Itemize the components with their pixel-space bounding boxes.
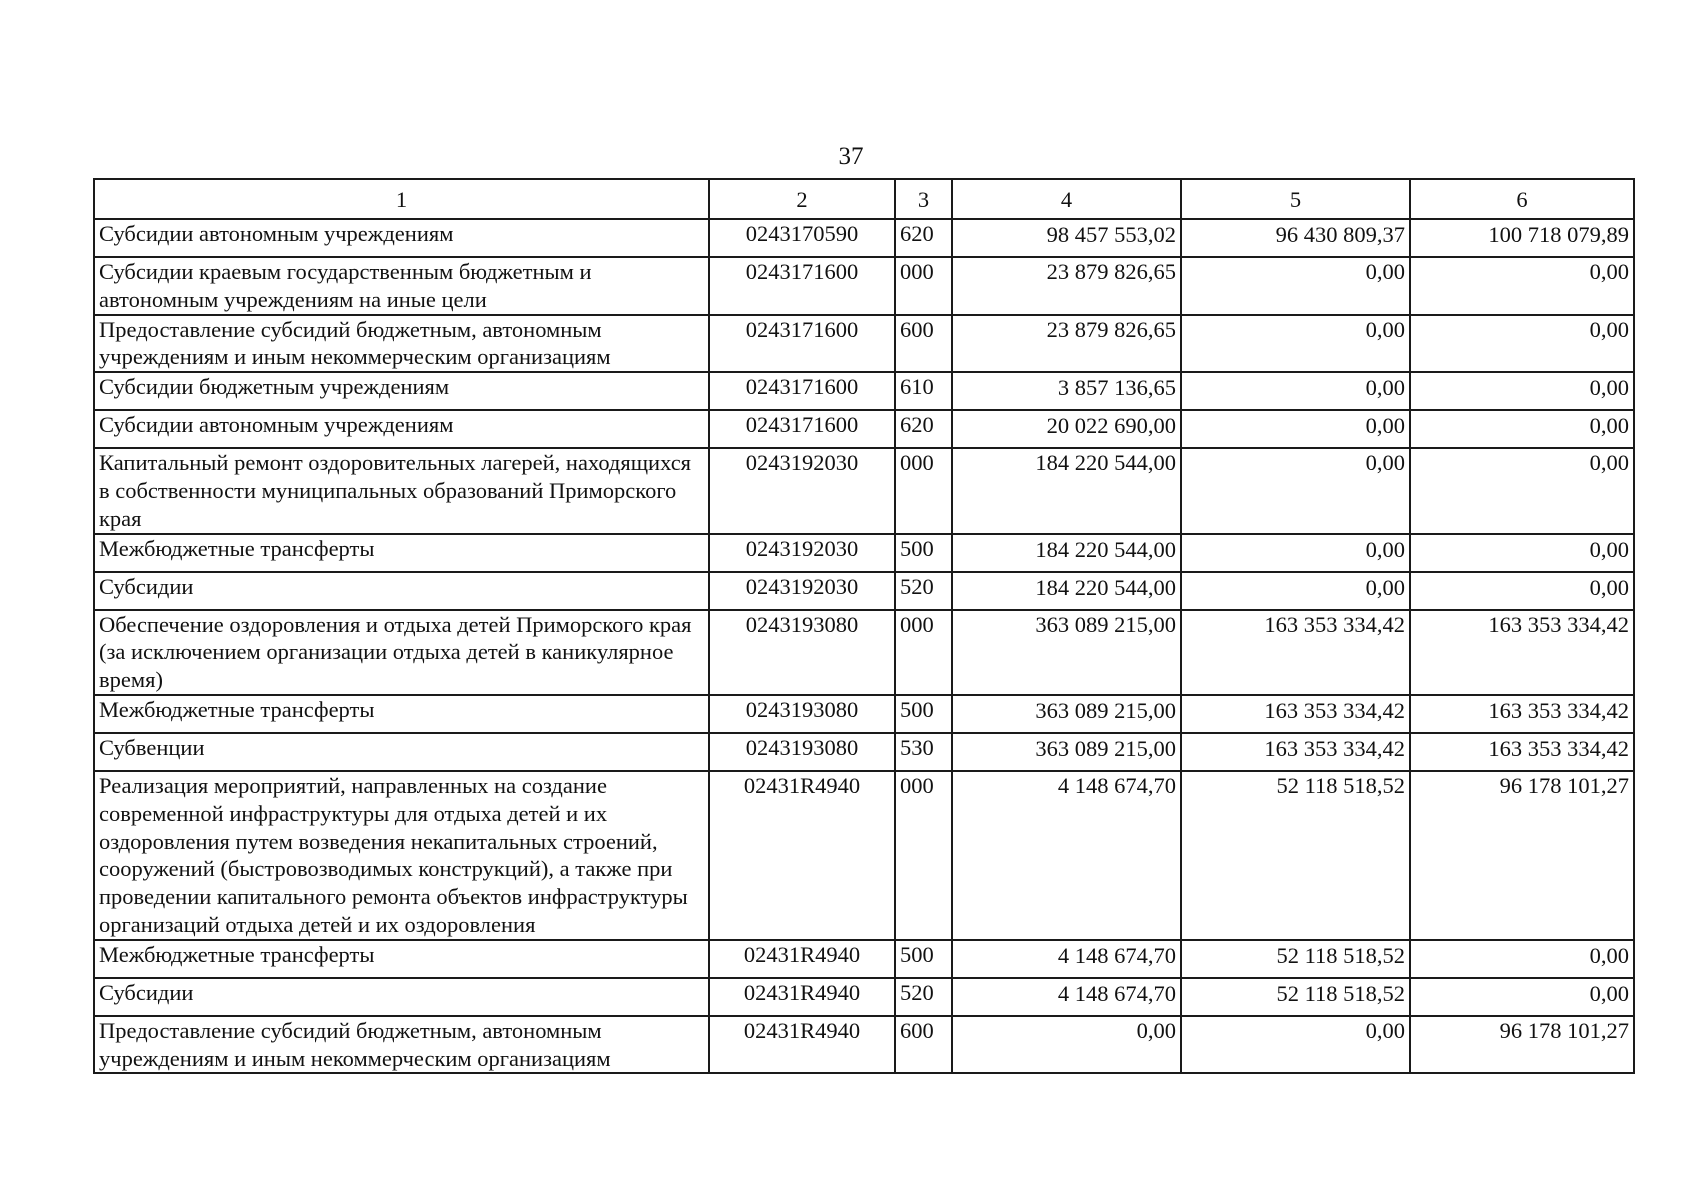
row-amount-4: 4 148 674,70	[952, 978, 1181, 1016]
row-code: 02431R4940	[709, 771, 895, 940]
row-kind: 520	[895, 978, 952, 1016]
column-header-amount-6: 6	[1410, 179, 1634, 219]
row-code: 0243193080	[709, 733, 895, 771]
row-amount-6: 0,00	[1410, 534, 1634, 572]
row-code: 0243192030	[709, 572, 895, 610]
row-kind: 500	[895, 940, 952, 978]
table-header-row	[94, 179, 1634, 219]
row-amount-4: 0,00	[952, 1016, 1181, 1074]
row-amount-6: 96 178 101,27	[1410, 1016, 1634, 1074]
row-name: Обеспечение оздоровления и отдыха детей Приморского края (за исключением организации отдыха детей в каникулярное время)	[94, 610, 709, 695]
row-code: 0243171600	[709, 372, 895, 410]
row-amount-5: 52 118 518,52	[1181, 940, 1410, 978]
row-amount-4: 363 089 215,00	[952, 610, 1181, 695]
table-row	[94, 534, 1634, 572]
row-kind: 530	[895, 733, 952, 771]
row-kind: 620	[895, 410, 952, 448]
row-kind: 000	[895, 610, 952, 695]
row-name: Предоставление субсидий бюджетным, автономным учреждениям и иным некоммерческим организациям	[94, 1016, 709, 1074]
row-amount-4: 363 089 215,00	[952, 733, 1181, 771]
table-row	[94, 410, 1634, 448]
row-name: Субсидии	[94, 572, 709, 610]
row-amount-4: 20 022 690,00	[952, 410, 1181, 448]
row-kind: 620	[895, 219, 952, 257]
row-code: 0243171600	[709, 315, 895, 373]
column-header-amount-4: 4	[952, 179, 1181, 219]
row-amount-6: 0,00	[1410, 257, 1634, 315]
row-kind: 000	[895, 448, 952, 533]
row-name: Межбюджетные трансферты	[94, 940, 709, 978]
table-row	[94, 610, 1634, 695]
row-amount-4: 23 879 826,65	[952, 315, 1181, 373]
row-amount-6: 100 718 079,89	[1410, 219, 1634, 257]
row-amount-4: 184 220 544,00	[952, 572, 1181, 610]
row-amount-5: 0,00	[1181, 572, 1410, 610]
row-code: 0243170590	[709, 219, 895, 257]
row-amount-5: 52 118 518,52	[1181, 978, 1410, 1016]
row-name: Субсидии	[94, 978, 709, 1016]
row-name: Межбюджетные трансферты	[94, 695, 709, 733]
row-name: Межбюджетные трансферты	[94, 534, 709, 572]
row-code: 0243193080	[709, 695, 895, 733]
row-amount-6: 163 353 334,42	[1410, 610, 1634, 695]
row-amount-6: 0,00	[1410, 448, 1634, 533]
table-row	[94, 978, 1634, 1016]
row-name: Субсидии автономным учреждениям	[94, 219, 709, 257]
row-amount-5: 96 430 809,37	[1181, 219, 1410, 257]
row-amount-5: 0,00	[1181, 257, 1410, 315]
row-amount-6: 0,00	[1410, 572, 1634, 610]
table-row	[94, 695, 1634, 733]
row-kind: 500	[895, 695, 952, 733]
row-amount-4: 4 148 674,70	[952, 940, 1181, 978]
row-code: 0243192030	[709, 448, 895, 533]
row-code: 0243171600	[709, 257, 895, 315]
row-amount-5: 0,00	[1181, 448, 1410, 533]
budget-table	[93, 178, 1635, 1074]
row-kind: 520	[895, 572, 952, 610]
table-row	[94, 257, 1634, 315]
table-row	[94, 372, 1634, 410]
row-kind: 600	[895, 1016, 952, 1074]
table-row	[94, 572, 1634, 610]
row-name: Реализация мероприятий, направленных на создание современной инфраструктуры для отдыха детей и их оздоровления путем возведения некапитальных строений, сооружений (быстровозводимых конструкций), а также при проведении капитального ремонта объектов инфраструктуры организаций отдыха детей и их оздоровления	[94, 771, 709, 940]
row-amount-5: 163 353 334,42	[1181, 733, 1410, 771]
row-amount-6: 0,00	[1410, 940, 1634, 978]
table-row	[94, 733, 1634, 771]
column-header-kind: 3	[895, 179, 952, 219]
row-kind: 000	[895, 771, 952, 940]
row-kind: 500	[895, 534, 952, 572]
row-amount-4: 3 857 136,65	[952, 372, 1181, 410]
table-row	[94, 771, 1634, 940]
table-row	[94, 448, 1634, 533]
row-code: 02431R4940	[709, 978, 895, 1016]
row-name: Предоставление субсидий бюджетным, автономным учреждениям и иным некоммерческим организациям	[94, 315, 709, 373]
row-code: 0243171600	[709, 410, 895, 448]
row-code: 0243193080	[709, 610, 895, 695]
table-row	[94, 940, 1634, 978]
table-row	[94, 219, 1634, 257]
row-amount-5: 0,00	[1181, 410, 1410, 448]
row-amount-6: 0,00	[1410, 978, 1634, 1016]
row-amount-4: 98 457 553,02	[952, 219, 1181, 257]
row-kind: 000	[895, 257, 952, 315]
row-amount-5: 0,00	[1181, 372, 1410, 410]
row-kind: 600	[895, 315, 952, 373]
row-amount-5: 0,00	[1181, 534, 1410, 572]
row-amount-4: 23 879 826,65	[952, 257, 1181, 315]
row-amount-5: 52 118 518,52	[1181, 771, 1410, 940]
column-header-code: 2	[709, 179, 895, 219]
row-name: Субсидии краевым государственным бюджетным и автономным учреждениям на иные цели	[94, 257, 709, 315]
row-name: Субвенции	[94, 733, 709, 771]
row-code: 02431R4940	[709, 940, 895, 978]
row-amount-6: 163 353 334,42	[1410, 695, 1634, 733]
table-row	[94, 315, 1634, 373]
row-amount-6: 163 353 334,42	[1410, 733, 1634, 771]
table-row	[94, 1016, 1634, 1074]
row-amount-6: 0,00	[1410, 315, 1634, 373]
row-amount-6: 0,00	[1410, 410, 1634, 448]
row-code: 0243192030	[709, 534, 895, 572]
column-header-name: 1	[94, 179, 709, 219]
row-amount-5: 0,00	[1181, 1016, 1410, 1074]
page-number: 37	[838, 143, 864, 170]
row-amount-5: 163 353 334,42	[1181, 610, 1410, 695]
row-amount-5: 163 353 334,42	[1181, 695, 1410, 733]
row-name: Субсидии бюджетным учреждениям	[94, 372, 709, 410]
row-amount-4: 184 220 544,00	[952, 448, 1181, 533]
row-kind: 610	[895, 372, 952, 410]
row-amount-4: 184 220 544,00	[952, 534, 1181, 572]
row-amount-6: 0,00	[1410, 372, 1634, 410]
column-header-amount-5: 5	[1181, 179, 1410, 219]
row-code: 02431R4940	[709, 1016, 895, 1074]
row-amount-4: 4 148 674,70	[952, 771, 1181, 940]
row-amount-6: 96 178 101,27	[1410, 771, 1634, 940]
row-amount-5: 0,00	[1181, 315, 1410, 373]
row-amount-4: 363 089 215,00	[952, 695, 1181, 733]
row-name: Субсидии автономным учреждениям	[94, 410, 709, 448]
row-name: Капитальный ремонт оздоровительных лагерей, находящихся в собственности муниципальных образований Приморского края	[94, 448, 709, 533]
